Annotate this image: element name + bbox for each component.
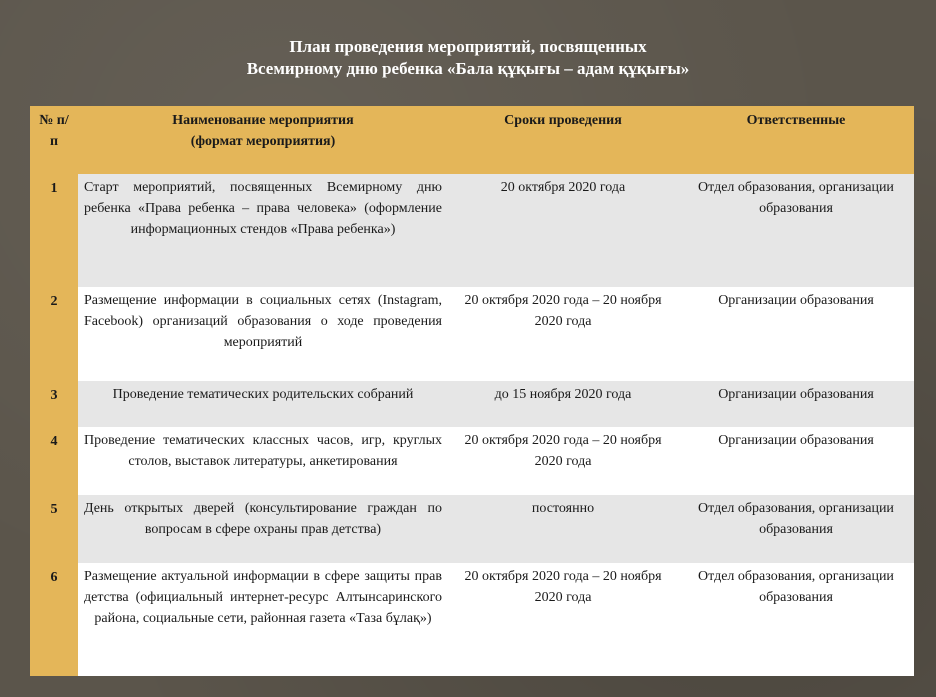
page-title — [0, 36, 936, 80]
row-num: 1 — [30, 174, 78, 287]
row-name: Размещение информации в социальных сетях (Instagram, Facebook) организаций образования о ходе проведения мероприятий — [78, 287, 448, 381]
row-responsible: Отдел образования, организации образования — [678, 174, 914, 287]
table-row — [30, 287, 914, 381]
row-num: 6 — [30, 563, 78, 676]
header-name-line1: Наименование мероприятия — [172, 113, 354, 128]
row-num: 2 — [30, 287, 78, 381]
header-name-line2: (формат мероприятия) — [190, 134, 336, 149]
row-name: Проведение тематических родительских собраний — [78, 381, 448, 427]
row-name: Проведение тематических классных часов, игр, круглых столов, выставок литературы, анкетирования — [78, 427, 448, 495]
row-dates: постоянно — [448, 495, 678, 563]
row-num: 5 — [30, 495, 78, 563]
row-num: 4 — [30, 427, 78, 495]
table-row — [30, 174, 914, 287]
row-responsible: Отдел образования, организации образования — [678, 563, 914, 676]
header-dates: Сроки проведения — [448, 106, 678, 174]
table-row — [30, 427, 914, 495]
title-line-2: Всемирному дню ребенка «Бала құқығы – адам құқығы» — [246, 59, 690, 78]
table-row — [30, 495, 914, 563]
row-dates: 20 октября 2020 года – 20 ноября 2020 года — [448, 563, 678, 676]
row-dates: 20 октября 2020 года – 20 ноября 2020 года — [448, 287, 678, 381]
row-responsible: Организации образования — [678, 427, 914, 495]
title-line-1: План проведения мероприятий, посвященных — [289, 37, 647, 56]
row-num: 3 — [30, 381, 78, 427]
row-name: Старт мероприятий, посвященных Всемирному дню ребенка «Права ребенка – права человека» (оформление информационных стендов «Права ребенка») — [78, 174, 448, 287]
row-dates: 20 октября 2020 года – 20 ноября 2020 года — [448, 427, 678, 495]
header-name — [78, 106, 448, 174]
header-responsible: Ответственные — [678, 106, 914, 174]
row-responsible: Организации образования — [678, 287, 914, 381]
row-responsible: Организации образования — [678, 381, 914, 427]
row-dates: до 15 ноября 2020 года — [448, 381, 678, 427]
row-name: Размещение актуальной информации в сфере защиты прав детства (официальный интернет-ресурс Алтынсаринского района, социальные сети, районная газета «Таза бұлақ») — [78, 563, 448, 676]
row-responsible: Отдел образования, организации образования — [678, 495, 914, 563]
row-name: День открытых дверей (консультирование граждан по вопросам в сфере охраны прав детства) — [78, 495, 448, 563]
events-table — [30, 106, 914, 676]
header-num: № п/п — [30, 106, 78, 174]
table-header-row — [30, 106, 914, 174]
table-row — [30, 563, 914, 676]
table-row — [30, 381, 914, 427]
row-dates: 20 октября 2020 года — [448, 174, 678, 287]
